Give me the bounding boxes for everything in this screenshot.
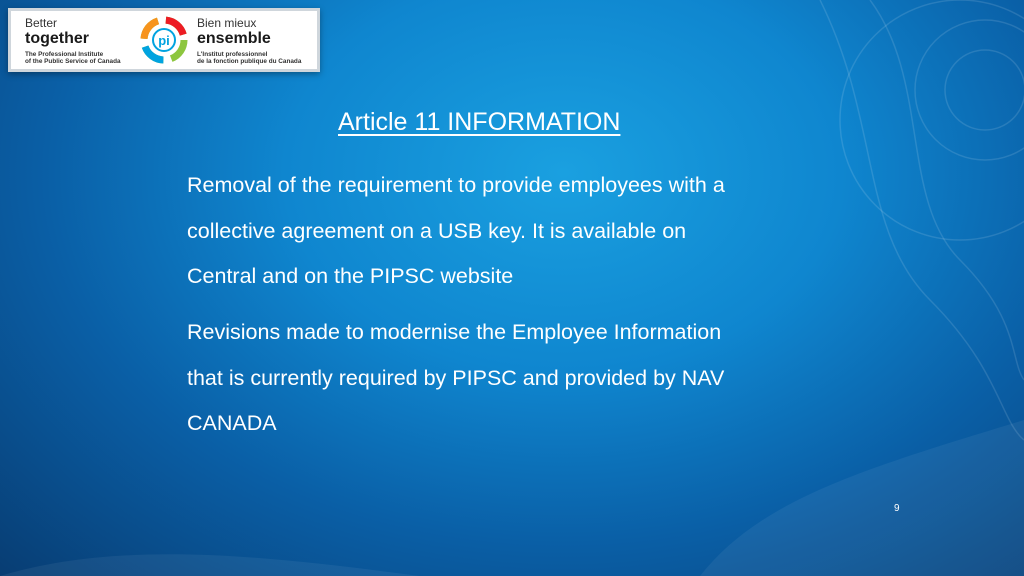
paragraph-employee-info — [187, 310, 847, 447]
page-number: 9 — [894, 503, 900, 514]
paragraph2-line3: CANADA — [187, 411, 277, 435]
logo-en-line1: Better — [25, 16, 58, 30]
logo-fr-line2: ensemble — [197, 30, 271, 47]
logo-fr-line3a: L'Institut professionnel — [197, 51, 268, 58]
paragraph-usb-removal — [187, 163, 847, 300]
svg-text:pi: pi — [158, 33, 170, 48]
paragraph1-line1: Removal of the requirement to provide employees with a — [187, 173, 725, 197]
pipsc-emblem-icon — [137, 13, 191, 67]
paragraph2-line2: that is currently required by PIPSC and provided by NAV — [187, 365, 725, 390]
logo-en-line3a: The Professional Institute — [25, 51, 104, 58]
slide-title: Article 11 INFORMATION — [338, 108, 621, 136]
paragraph1-line3: Central and on the PIPSC website — [187, 264, 514, 288]
paragraph1-line2: collective agreement on a USB key. It is available on — [187, 218, 687, 243]
logo-fr-line1: Bien mieux — [197, 16, 257, 30]
logo-french-text — [197, 17, 317, 65]
logo-english-text — [25, 17, 145, 65]
logo-en-line2: together — [25, 30, 89, 47]
logo-fr-line3b: de la fonction publique du Canada — [197, 58, 302, 65]
logo-en-line3b: of the Public Service of Canada — [25, 58, 121, 65]
pipsc-logo — [8, 8, 320, 72]
paragraph2-line1: Revisions made to modernise the Employee Information — [187, 320, 722, 344]
